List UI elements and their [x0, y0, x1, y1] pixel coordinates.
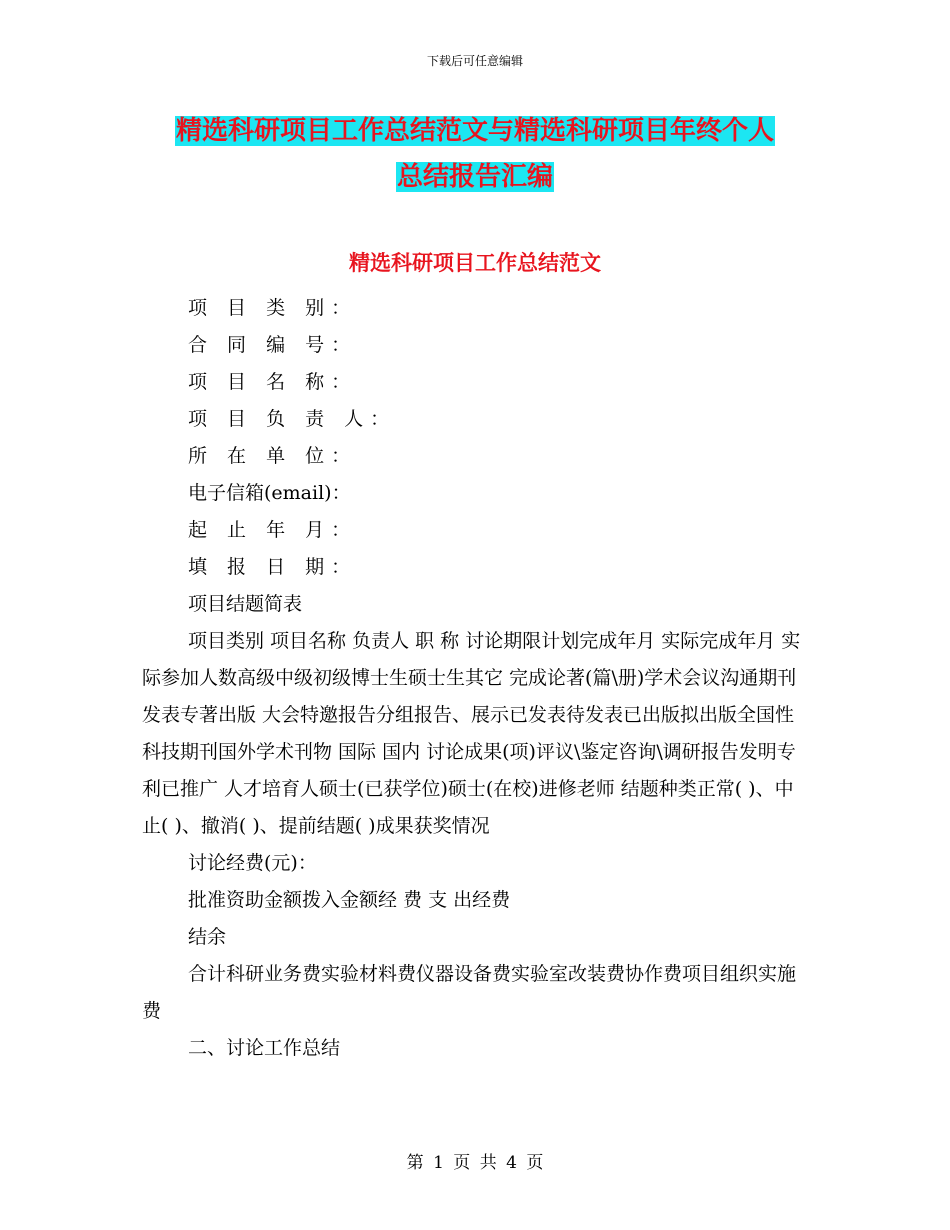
field-contract-number: 合 同 编 号：	[188, 334, 358, 356]
page-footer: 第 1 页 共 4 页	[406, 1153, 544, 1173]
field-period: 起 止 年 月：	[188, 519, 358, 541]
field-organization: 所 在 单 位：	[188, 445, 358, 467]
document-title-line-2: 总结报告汇编	[396, 162, 553, 192]
paragraph-work-summary-heading: 二、讨论工作总结	[188, 1037, 341, 1059]
field-email: 电子信箱(email)：	[188, 482, 351, 504]
paragraph-funding-amounts: 批准资助金额拨入金额经 费 支 出经费	[188, 889, 511, 911]
field-project-name: 项 目 名 称：	[188, 371, 358, 393]
field-project-leader: 项 目 负 责 人：	[188, 408, 397, 430]
field-report-date: 填 报 日 期：	[188, 556, 358, 578]
document-title-line-1: 精选科研项目工作总结范文与精选科研项目年终个人	[175, 116, 774, 146]
paragraph-summary-table-content: 项目类别 项目名称 负责人 职 称 讨论期限计划完成年月 实际完成年月 实际参加人数高级中级初级博士生硕士生其它 完成论著(篇\册)学术会议沟通期刊发表专著出版 大会特邀报告分组报告、展示已发表待发表已出版拟出版全国性科技期刊国外学术刊物 国际 国内 讨论成果(项)评议\鉴定咨询\调研报告发明专利已推广 人才培育人硕士(已获学位)硕士(在校)进修老师 结题种类正常( )、中止( )、撤消( )、提前结题( )成果获奖情况	[142, 630, 801, 837]
field-project-category: 项 目 类 别：	[188, 297, 358, 319]
paragraph-expense-items: 合计科研业务费实验材料费仪器设备费实验室改装费协作费项目组织实施费	[142, 963, 797, 1022]
document-title	[140, 108, 810, 200]
paragraph-balance: 结余	[188, 926, 227, 948]
page-header: 下载后可任意编辑	[426, 54, 523, 68]
section-title: 精选科研项目工作总结范文	[349, 251, 601, 275]
document-body	[142, 290, 802, 1067]
paragraph-funding-title: 讨论经费(元)：	[188, 852, 317, 874]
paragraph-summary-table-title: 项目结题简表	[188, 593, 303, 615]
